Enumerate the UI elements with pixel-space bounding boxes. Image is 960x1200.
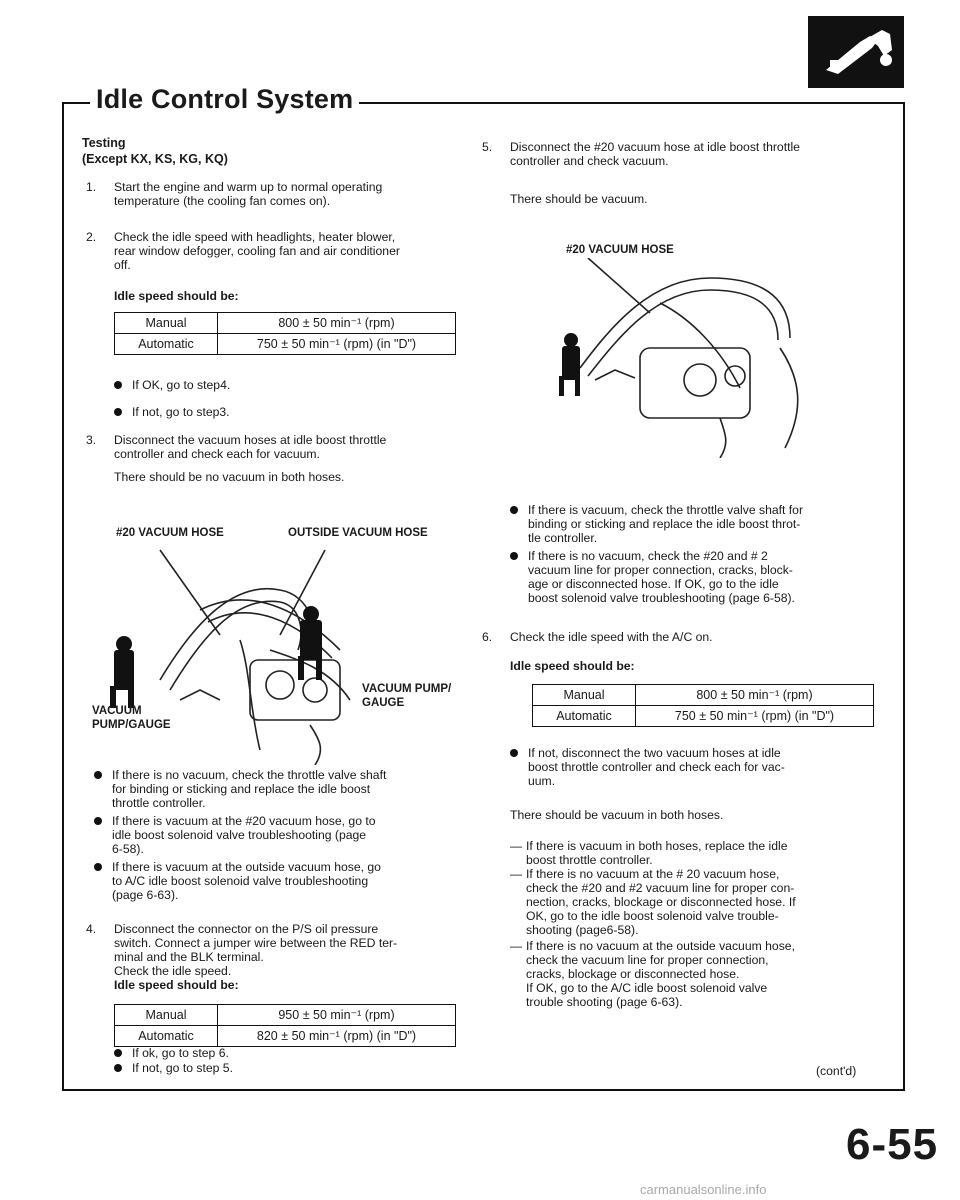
hose-20-figure [540, 258, 840, 458]
table-cell: 950 ± 50 min⁻¹ (rpm) [218, 1005, 456, 1026]
page-title: Idle Control System [90, 84, 359, 115]
table-cell: Manual [115, 313, 218, 334]
step-2 [86, 230, 456, 276]
bullet-icon [94, 771, 102, 779]
figure-label: VACUUM PUMP/ [362, 683, 452, 695]
bullet-item: If not, go to step3. [114, 405, 444, 421]
step-text: temperature (the cooling fan comes on). [114, 194, 331, 208]
bullet-icon [510, 552, 518, 560]
dash-item: — If there is vacuum in both hoses, replace the idle boost throttle controller. [510, 839, 788, 867]
table-row [115, 1005, 456, 1026]
figure-label: #20 VACUUM HOSE [116, 527, 224, 539]
idle-speed-heading: Idle speed should be: [114, 978, 239, 992]
bullet-item: If there is vacuum at the outside vacuum hose, go to A/C idle boost solenoid valve troubleshooting (page 6-63). [94, 860, 454, 906]
step-number: 3. [86, 433, 97, 447]
bullet-item: If there is no vacuum, check the #20 and # 2 vacuum line for proper connection, cracks, block- age or disconnected hose. If OK, go to the idle boost solenoid valve troubleshooting (page 6-58). [510, 549, 880, 609]
idle-speed-table [114, 312, 456, 355]
figure-label: VACUUM [92, 705, 142, 717]
step-text: Check the idle speed with the A/C on. [510, 630, 713, 644]
idle-speed-heading: Idle speed should be: [510, 659, 635, 673]
no-vacuum-note: There should be no vacuum in both hoses. [114, 470, 345, 484]
idle-speed-table [532, 684, 874, 727]
table-cell: 820 ± 50 min⁻¹ (rpm) (in "D") [218, 1026, 456, 1047]
table-cell: Automatic [533, 706, 636, 727]
table-cell: Manual [533, 685, 636, 706]
section-tab-icon [808, 16, 904, 88]
table-cell: 750 ± 50 min⁻¹ (rpm) (in "D") [218, 334, 456, 355]
testing-subheading: (Except KX, KS, KG, KQ) [82, 152, 228, 166]
bullet-icon [114, 408, 122, 416]
bullet-item: If ok, go to step 6. [114, 1046, 414, 1062]
figure-label: GAUGE [362, 697, 405, 709]
step-number: 1. [86, 180, 97, 194]
bullet-item: If OK, go to step4. [114, 378, 444, 394]
step-text: rear window defogger, cooling fan and air conditioner [114, 244, 400, 258]
table-row [115, 334, 456, 355]
step-text: controller and check each for vacuum. [114, 447, 320, 461]
step-text: Disconnect the connector on the P/S oil pressure [114, 922, 379, 936]
table-row [115, 1026, 456, 1047]
step-text: Disconnect the vacuum hoses at idle boost throttle [114, 433, 387, 447]
step-text: switch. Connect a jumper wire between the RED ter- [114, 936, 398, 950]
step-text: controller and check vacuum. [510, 154, 669, 168]
bullet-item: If there is vacuum at the #20 vacuum hose, go to idle boost solenoid valve troubleshooting (page 6-58). [94, 814, 454, 860]
figure-label: OUTSIDE VACUUM HOSE [288, 527, 428, 539]
step-1 [86, 180, 456, 212]
dash-item: — If there is no vacuum at the outside vacuum hose, check the vacuum line for proper connection, cracks, blockage or disconnected hose. If OK, go to the A/C idle boost solenoid valve trouble shooting (page 6-63). [510, 939, 795, 1009]
step-number: 6. [482, 630, 493, 644]
idle-speed-heading: Idle speed should be: [114, 289, 239, 303]
step-3 [86, 433, 456, 465]
bullet-icon [94, 863, 102, 871]
both-vacuum-note: There should be vacuum in both hoses. [510, 808, 724, 822]
step-text: Start the engine and warm up to normal operating [114, 180, 383, 194]
testing-heading: Testing [82, 136, 126, 150]
table-cell: Automatic [115, 334, 218, 355]
page-number: 6-55 [846, 1120, 939, 1169]
step-text: Check the idle speed. [114, 964, 232, 978]
bullet-icon [94, 817, 102, 825]
dash-item: — If there is no vacuum at the # 20 vacuum hose, check the #20 and #2 vacuum line for proper con- nection, cracks, blockage or disconnected hose. If OK, go to the idle boost solenoid valve trouble- shooting (page6-58). [510, 867, 796, 937]
bullet-icon [114, 1064, 122, 1072]
table-cell: Automatic [115, 1026, 218, 1047]
bullet-icon [114, 381, 122, 389]
bullet-item: If there is vacuum, check the throttle valve shaft for binding or sticking and replace the idle boost throt- tle controller. [510, 503, 880, 549]
watermark: carmanualsonline.info [640, 1182, 767, 1197]
bullet-item: If not, go to step 5. [114, 1061, 414, 1077]
step-5 [482, 140, 882, 172]
final-bullets [114, 1046, 414, 1080]
continued-note: (cont'd) [816, 1064, 857, 1078]
step-number: 2. [86, 230, 97, 244]
table-cell: Manual [115, 1005, 218, 1026]
table-row [115, 313, 456, 334]
step-4 [86, 922, 456, 992]
idle-speed-table [114, 1004, 456, 1047]
figure-label: PUMP/GAUGE [92, 719, 171, 731]
table-row [533, 706, 874, 727]
table-cell: 750 ± 50 min⁻¹ (rpm) (in "D") [636, 706, 874, 727]
bullet-icon [510, 749, 518, 757]
step-text: Disconnect the #20 vacuum hose at idle boost throttle [510, 140, 800, 154]
figure-label: #20 VACUUM HOSE [566, 244, 674, 256]
step-text: off. [114, 258, 131, 272]
step-text: minal and the BLK terminal. [114, 950, 264, 964]
step-number: 4. [86, 922, 97, 936]
step-6 [482, 630, 882, 646]
fuel-nozzle-icon [808, 16, 904, 88]
table-cell: 800 ± 50 min⁻¹ (rpm) [218, 313, 456, 334]
table-row [533, 685, 874, 706]
step-number: 5. [482, 140, 493, 154]
step-text: Check the idle speed with headlights, heater blower, [114, 230, 396, 244]
bullet-item: If there is no vacuum, check the throttle valve shaft for binding or sticking and replace the idle boost throttle controller. [94, 768, 454, 814]
table-cell: 800 ± 50 min⁻¹ (rpm) [636, 685, 874, 706]
bullet-icon [510, 506, 518, 514]
bullet-item: If not, disconnect the two vacuum hoses at idle boost throttle controller and check each for vac- uum. [510, 746, 880, 792]
vacuum-note: There should be vacuum. [510, 192, 648, 206]
bullet-icon [114, 1049, 122, 1057]
